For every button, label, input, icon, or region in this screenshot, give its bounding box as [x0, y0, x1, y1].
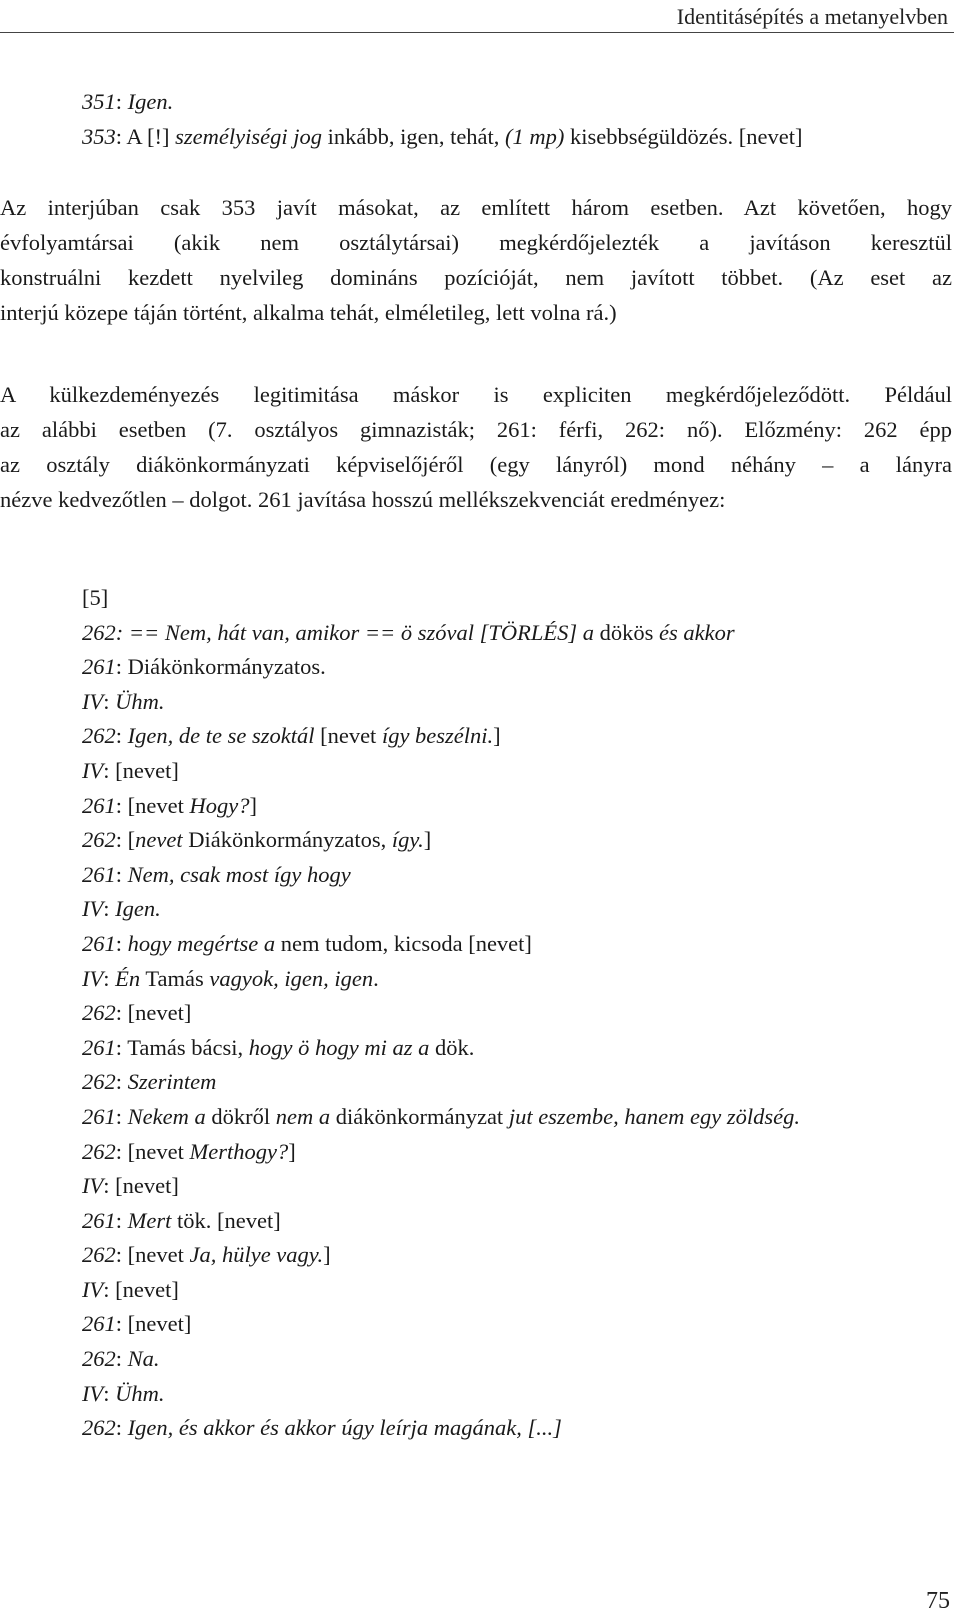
utterance-segment: tök. [nevet]	[171, 1207, 281, 1233]
speaker-label: IV	[82, 1380, 104, 1406]
utterance-segment: : [nevet	[115, 792, 190, 818]
paragraph-line: interjú közepe táján történt, alkalma tehát, elméletileg, lett volna rá.)	[0, 300, 617, 325]
utterance-segment: és akkor	[659, 619, 735, 645]
utterance-segment: dök.	[429, 1034, 475, 1060]
utterance-segment: Diákönkormányzatos,	[182, 827, 392, 853]
utterance-segment: Hogy?	[189, 792, 250, 818]
utterance-segment: diákönkormányzat	[330, 1103, 509, 1129]
transcript-line	[0, 927, 952, 962]
utterance-segment: így.	[391, 827, 424, 853]
utterance-segment: ]	[323, 1242, 331, 1268]
utterance-segment: : [nevet]	[103, 757, 179, 783]
paragraph-line: az osztály diákönkormányzati képviselőjéről (egy lányról) mond néhány – a lányra	[0, 452, 952, 477]
utterance-segment: :	[115, 930, 128, 956]
utterance-segment: :	[115, 723, 128, 749]
utterance-segment: : [nevet]	[103, 1173, 179, 1199]
speaker-label: IV	[82, 757, 104, 783]
utterance-segment: Na.	[127, 1346, 160, 1372]
speaker-label: IV	[82, 688, 104, 714]
utterance-segment: inkább, igen, tehát,	[321, 123, 506, 149]
speaker-label: 262	[82, 723, 116, 749]
transcript-line	[0, 719, 952, 754]
utterance-segment: kisebbségüldözés. [nevet]	[564, 123, 803, 149]
utterance-segment: ]	[493, 723, 501, 749]
transcript-line	[0, 858, 952, 893]
speaker-label: IV	[82, 896, 104, 922]
utterance-segment: Ja, hülye vagy.	[189, 1242, 324, 1268]
transcript-line	[0, 1204, 952, 1239]
example-5	[0, 581, 952, 1446]
transcript-line	[0, 892, 952, 927]
utterance-segment: (1 mp)	[505, 123, 565, 149]
paragraph-2	[0, 377, 952, 517]
utterance-segment: :	[103, 965, 116, 991]
utterance-segment: :	[115, 1069, 128, 1095]
transcript-line	[0, 1377, 952, 1412]
utterance-segment: nem a	[275, 1103, 331, 1129]
utterance-segment: : == Nem, hát van, amikor == ö szóval [TÖRLÉS] a	[115, 619, 594, 645]
utterance-segment: Igen.	[127, 89, 174, 114]
utterance-segment: Igen, és akkor és akkor úgy leírja magának, [...]	[127, 1415, 562, 1441]
speaker-label: 353	[82, 123, 116, 149]
utterance-segment: Szerintem	[127, 1069, 217, 1095]
utterance-segment: : [nevet]	[115, 1000, 192, 1026]
utterance-segment: Ühm.	[115, 688, 165, 714]
example-label: [5]	[82, 585, 109, 610]
utterance-segment: Nem, csak most így hogy	[127, 861, 351, 887]
utterance-segment: : [nevet	[115, 1138, 190, 1164]
speaker-label: 261	[82, 861, 116, 887]
utterance-segment: :	[103, 896, 116, 922]
transcript-line	[0, 1169, 952, 1204]
utterance-segment: Én	[115, 965, 141, 991]
speaker-label: 261	[82, 1103, 116, 1129]
paragraph-line: évfolyamtársai (akik nem osztálytársai) megkérdőjelezték a javításon keresztül	[0, 230, 952, 255]
speaker-label: 261	[82, 1034, 116, 1060]
speaker-label: IV	[82, 965, 104, 991]
paragraph-line: konstruálni kezdett nyelvileg domináns pozícióját, nem javított többet. (Az eset az	[0, 265, 952, 290]
utterance-segment: jut eszembe, hanem egy zöldség.	[508, 1103, 800, 1129]
utterance-segment: :	[115, 1415, 128, 1441]
speaker-label: 262	[82, 827, 116, 853]
utterance-segment: [nevet	[314, 723, 382, 749]
speaker-label: IV	[82, 1276, 104, 1302]
utterance-segment: ]	[249, 792, 257, 818]
utterance-segment: .	[373, 965, 379, 991]
speaker-label: 261	[82, 654, 116, 680]
speaker-label: 262	[82, 1346, 116, 1372]
utterance-segment: : [nevet	[115, 1242, 190, 1268]
transcript-line	[0, 85, 952, 120]
page-number: 75	[926, 1588, 950, 1614]
utterance-segment: hogy ö hogy mi az a	[248, 1034, 430, 1060]
utterance-segment: :	[115, 1103, 128, 1129]
utterance-segment: :	[103, 688, 116, 714]
paragraph-line: A külkezdeményezés legitimitása máskor is expliciten megkérdőjeleződött. Például	[0, 382, 952, 407]
speaker-label: 351	[82, 89, 116, 114]
utterance-segment: :	[115, 861, 128, 887]
speaker-label: 261	[82, 930, 116, 956]
transcript-line	[0, 1065, 952, 1100]
utterance-segment: : A [!]	[115, 123, 176, 149]
utterance-segment: Tamás	[140, 965, 210, 991]
speaker-label: 262	[82, 619, 116, 645]
utterance-segment: : Tamás bácsi,	[115, 1034, 249, 1060]
utterance-segment: vagyok, igen, igen	[209, 965, 374, 991]
utterance-segment: nevet	[135, 827, 183, 853]
transcript-lines	[0, 616, 952, 1446]
utterance-segment: :	[115, 89, 128, 114]
utterance-segment: :	[103, 1380, 116, 1406]
transcript-line	[0, 1411, 952, 1446]
speaker-label: 261	[82, 1311, 116, 1337]
transcript-line	[0, 962, 952, 997]
transcript-line	[0, 1100, 952, 1135]
utterance-segment: Merthogy?	[189, 1138, 289, 1164]
paragraph-1	[0, 190, 952, 330]
utterance-segment: Mert	[127, 1207, 172, 1233]
running-header	[0, 0, 954, 33]
utterance-segment: ]	[288, 1138, 296, 1164]
utterance-segment: : [	[115, 827, 136, 853]
speaker-label: 261	[82, 792, 116, 818]
speaker-label: 262	[82, 1069, 116, 1095]
utterance-segment: Nekem a	[127, 1103, 206, 1129]
transcript-line	[0, 1031, 952, 1066]
utterance-segment: Ühm.	[115, 1380, 165, 1406]
transcript-line	[0, 1238, 952, 1273]
utterance-segment: így beszélni.	[381, 723, 494, 749]
transcript-line	[0, 616, 952, 651]
utterance-segment: :	[115, 1207, 128, 1233]
utterance-segment: ]	[423, 827, 432, 853]
paragraph-line: nézve kedvezőtlen – dolgot. 261 javítása hosszú mellékszekvenciát eredményez:	[0, 487, 726, 512]
speaker-label: 262	[82, 1138, 116, 1164]
utterance-segment: : Diákönkormányzatos.	[115, 654, 326, 680]
utterance-segment: Igen.	[115, 896, 161, 922]
transcript-line	[0, 685, 952, 720]
utterance-segment: dökös	[593, 619, 659, 645]
transcript-line	[0, 650, 952, 685]
paragraph-line: az alábbi esetben (7. osztályos gimnazisták; 261: férfi, 262: nő). Előzmény: 262 épp	[0, 417, 952, 442]
transcript-line	[0, 789, 952, 824]
transcript-line	[0, 754, 952, 789]
paragraph-line: Az interjúban csak 353 javít másokat, az említett három esetben. Azt követően, hogy	[0, 195, 952, 220]
speaker-label: 261	[82, 1207, 116, 1233]
utterance-segment: dökről	[205, 1103, 276, 1129]
utterance-segment: : [nevet]	[115, 1311, 192, 1337]
utterance-segment: Igen, de te se szoktál	[127, 723, 315, 749]
utterance-segment: :	[115, 1346, 128, 1372]
transcript-line	[0, 1273, 952, 1308]
running-title: Identitásépítés a metanyelvben	[676, 4, 948, 29]
utterance-segment: személyiségi jog	[175, 123, 322, 149]
utterance-segment: nem tudom, kicsoda [nevet]	[275, 930, 532, 956]
transcript-line	[0, 1307, 952, 1342]
transcript-line	[0, 996, 952, 1031]
utterance-segment: hogy megértse a	[127, 930, 276, 956]
speaker-label: 262	[82, 1415, 116, 1441]
speaker-label: 262	[82, 1000, 116, 1026]
speaker-label: 262	[82, 1242, 116, 1268]
transcript-excerpt-top	[0, 85, 952, 154]
transcript-line	[0, 1135, 952, 1170]
transcript-line	[0, 120, 952, 155]
transcript-line	[0, 823, 952, 858]
transcript-line	[0, 1342, 952, 1377]
utterance-segment: : [nevet]	[103, 1276, 179, 1302]
speaker-label: IV	[82, 1173, 104, 1199]
